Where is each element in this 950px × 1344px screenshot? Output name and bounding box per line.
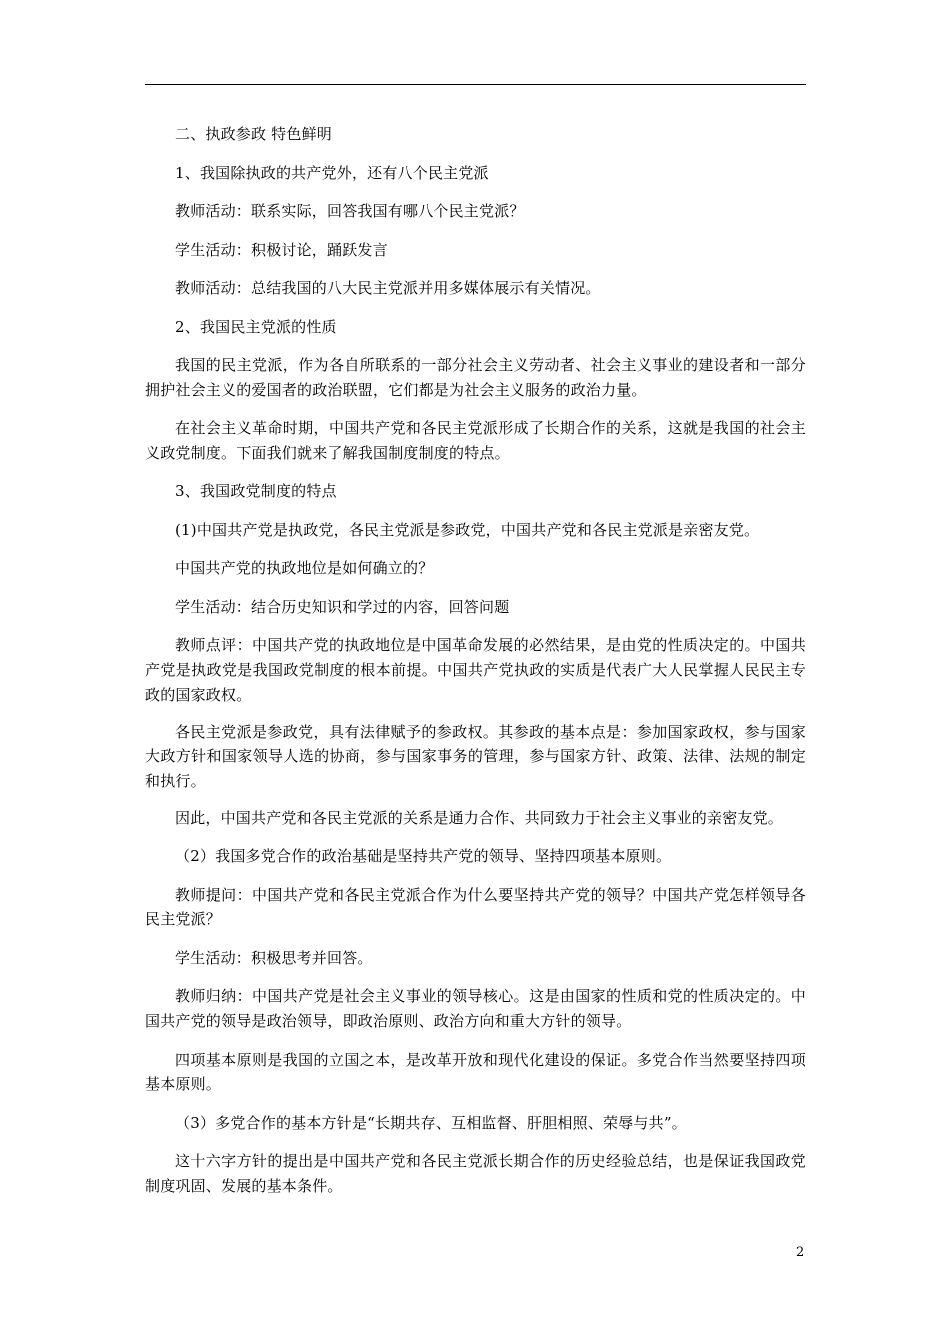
body-paragraph: 中国共产党的执政地位是如何确立的？	[175, 559, 434, 578]
body-paragraph: 教师活动：总结我国的八大民主党派并用多媒体展示有关情况。	[175, 279, 601, 297]
body-paragraph: 教师归纳：中国共产党是社会主义事业的领导核心。这是由国家的性质和党的性质决定的。中国共产党的领导是政治领导，即政治原则、政治方向和重大方针的领导。	[145, 987, 806, 1031]
body-paragraph: （2）我国多党合作的政治基础是坚持共产党的领导、坚持四项基本原则。	[175, 847, 672, 866]
subsection-heading: 2、我国民主党派的性质	[175, 317, 337, 336]
page-number: 2	[796, 1245, 805, 1260]
body-paragraph: 教师活动：联系实际，回答我国有哪八个民主党派？	[175, 202, 525, 220]
body-paragraph: (1)中国共产党是执政党，各民主党派是参政党，中国共产党和各民主党派是亲密友党。	[175, 520, 760, 539]
body-paragraph: 教师点评：中国共产党的执政地位是中国革命发展的必然结果，是由党的性质决定的。中国共产党是执政党是我国政党制度的根本前提。中国共产党执政的实质是代表广大人民掌握人民民主专政的国家政权。	[145, 636, 806, 704]
body-paragraph: 四项基本原则是我国的立国之本，是改革开放和现代化建设的保证。多党合作当然要坚持四项基本原则。	[145, 1050, 806, 1094]
subsection-heading: 1、我国除执政的共产党外，还有八个民主党派	[175, 163, 489, 182]
body-paragraph: 我国的民主党派，作为各自所联系的一部分社会主义劳动者、社会主义事业的建设者和一部分拥护社会主义的爱国者的政治联盟，它们都是为社会主义服务的政治力量。	[145, 356, 806, 399]
body-paragraph: 各民主党派是参政党，具有法律赋予的参政权。其参政的基本点是：参加国家政权，参与国家大政方针和国家领导人选的协商，参与国家事务的管理，参与国家方针、政策、法律、法规的制定和执行。	[145, 722, 806, 790]
header-rule	[145, 84, 806, 85]
body-paragraph: 学生活动：结合历史知识和学过的内容，回答问题	[175, 597, 510, 616]
document-body	[145, 122, 806, 1212]
body-paragraph: （3）多党合作的基本方针是“长期共存、互相监督、肝胆相照、荣辱与共”。	[175, 1113, 687, 1132]
body-paragraph: 在社会主义革命时期，中国共产党和各民主党派形成了长期合作的关系，这就是我国的社会主义政党制度。下面我们就来了解我国制度制度的特点。	[145, 419, 806, 462]
body-paragraph: 教师提问：中国共产党和各民主党派合作为什么要坚持共产党的领导？中国共产党怎样领导各民主党派？	[145, 885, 806, 929]
subsection-heading: 3、我国政党制度的特点	[175, 482, 337, 501]
body-paragraph: 这十六字方针的提出是中国共产党和各民主党派长期合作的历史经验总结，也是保证我国政党制度巩固、发展的基本条件。	[145, 1152, 806, 1195]
body-paragraph: 因此，中国共产党和各民主党派的关系是通力合作、共同致力于社会主义事业的亲密友党。	[175, 808, 784, 827]
body-paragraph: 学生活动：积极讨论，踊跃发言	[175, 240, 388, 259]
body-paragraph: 学生活动：积极思考并回答。	[175, 948, 373, 967]
section-heading: 二、执政参政 特色鲜明	[175, 125, 332, 143]
